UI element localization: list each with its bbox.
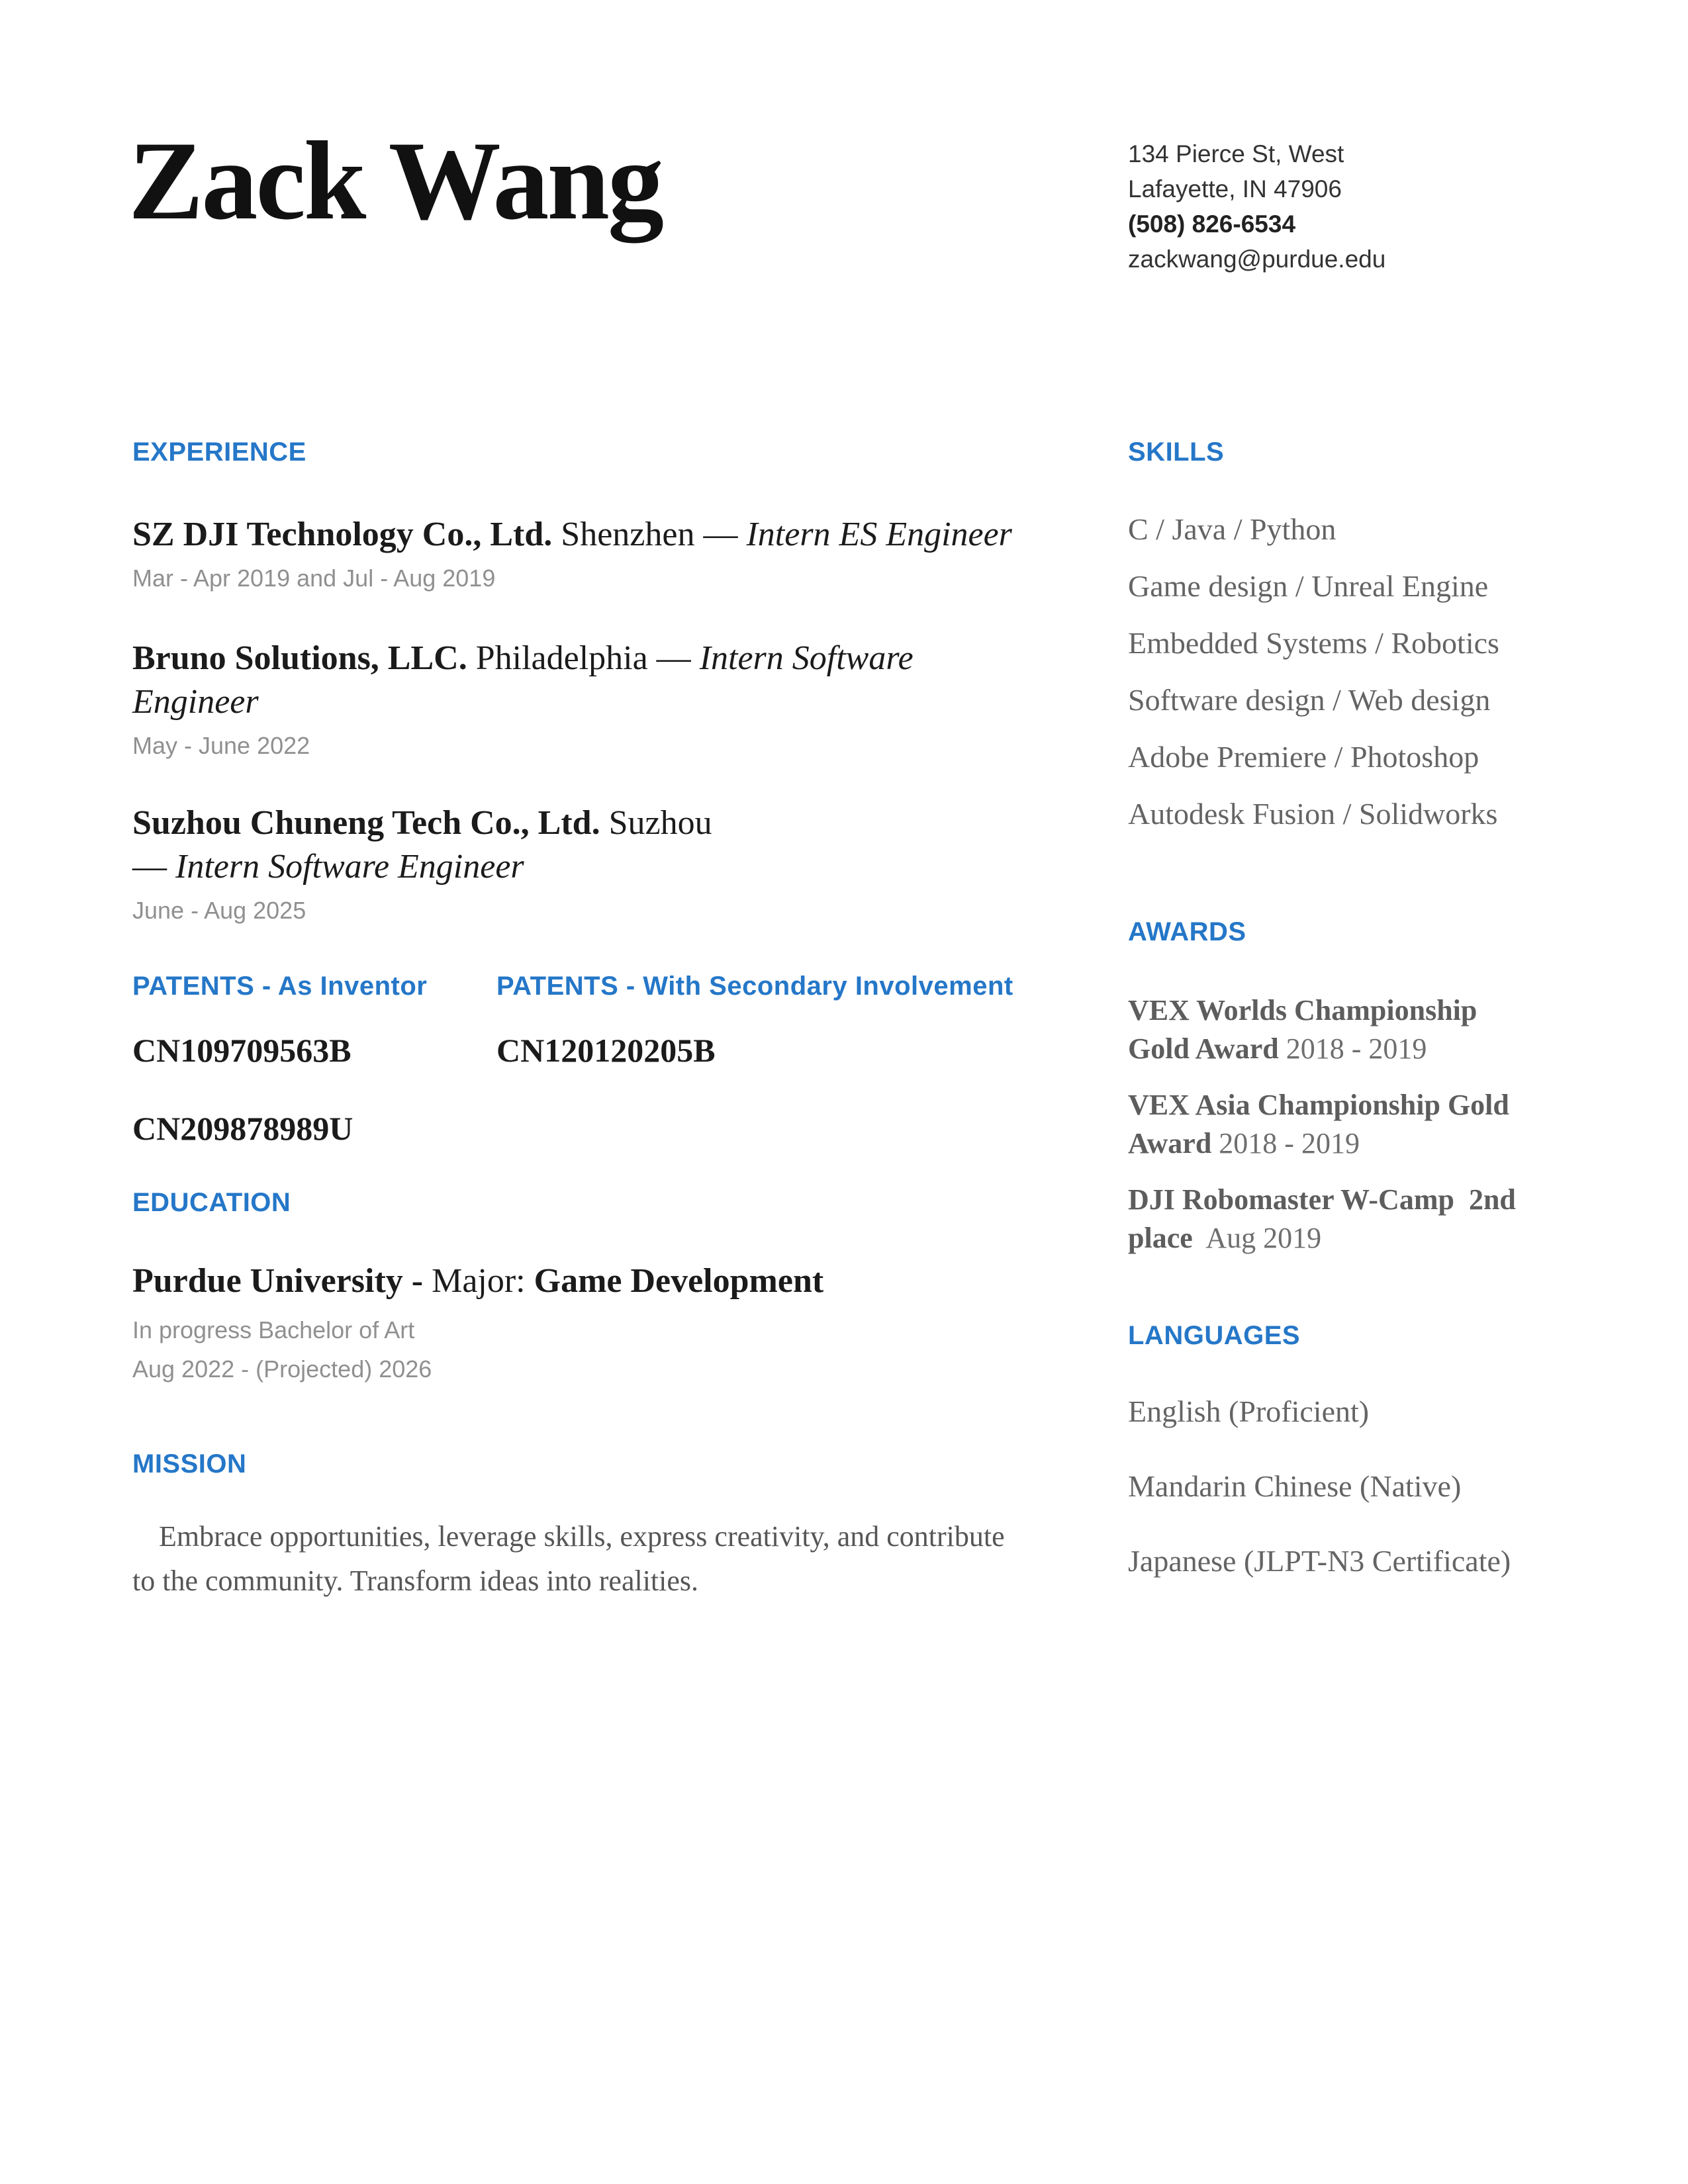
- experience-entry-title: [132, 801, 1072, 845]
- skill-item: Software design / Web design: [1128, 683, 1491, 717]
- language-item: Mandarin Chinese (Native): [1128, 1469, 1462, 1503]
- award-item: [1128, 1086, 1565, 1163]
- award-name: DJI Robomaster W-Camp 2nd: [1128, 1183, 1516, 1216]
- section-skills: [1128, 439, 1552, 856]
- company-name: Suzhou Chuneng Tech Co., Ltd.: [132, 804, 600, 842]
- section-mission: [132, 1451, 1099, 1603]
- contact-address-line2: Lafayette, IN 47906: [1128, 175, 1342, 203]
- company-name: Bruno Solutions, LLC.: [132, 639, 467, 677]
- award-item: [1128, 991, 1565, 1068]
- skill-item: Adobe Premiere / Photoshop: [1128, 740, 1479, 774]
- education-degree: In progress Bachelor of Art: [132, 1316, 415, 1343]
- award-date: 2018 - 2019: [1211, 1127, 1360, 1160]
- patents-secondary-heading: PATENTS - With Secondary Involvement: [496, 972, 1013, 1001]
- major-label: Major:: [432, 1262, 534, 1300]
- experience-entry-date: June - Aug 2025: [132, 897, 306, 924]
- award-line2: [1128, 1030, 1565, 1068]
- contact-email: zackwang@purdue.edu: [1128, 246, 1386, 273]
- experience-entry-date: May - June 2022: [132, 732, 310, 759]
- experience-entry-chuneng: [132, 801, 1072, 924]
- role-title: Intern Software Engineer: [175, 848, 524, 886]
- award-line2: [1128, 1124, 1565, 1163]
- patent-number: CN209878989U: [132, 1110, 353, 1147]
- role-title: Intern ES Engineer: [746, 516, 1012, 553]
- award-date: Aug 2019: [1192, 1222, 1322, 1254]
- experience-heading: EXPERIENCE: [132, 437, 306, 467]
- award-name: Award: [1128, 1127, 1212, 1160]
- skill-item: C / Java / Python: [1128, 512, 1336, 546]
- patent-number: CN120120205B: [496, 1032, 716, 1069]
- major-name: Game Development: [534, 1262, 824, 1300]
- awards-heading: AWARDS: [1128, 917, 1246, 946]
- education-heading: EDUCATION: [132, 1188, 291, 1217]
- language-item: English (Proficient): [1128, 1394, 1370, 1428]
- skill-item: Game design / Unreal Engine: [1128, 569, 1489, 603]
- company-location: Shenzhen —: [552, 516, 747, 553]
- language-item: Japanese (JLPT-N3 Certificate): [1128, 1544, 1511, 1578]
- patents-secondary-column: [496, 973, 1072, 1145]
- award-line2: [1128, 1219, 1565, 1257]
- education-dates: Aug 2022 - (Projected) 2026: [132, 1355, 432, 1383]
- mission-text-line2: to the community. Transform ideas into realities.: [132, 1565, 699, 1597]
- school-name: Purdue University -: [132, 1262, 432, 1300]
- experience-entry-dji: [132, 513, 1072, 592]
- award-line1: [1128, 1086, 1565, 1124]
- company-name: SZ DJI Technology Co., Ltd.: [132, 516, 553, 553]
- skill-item: Embedded Systems / Robotics: [1128, 626, 1499, 660]
- patent-number: CN109709563B: [132, 1032, 352, 1069]
- mission-text-line1: Embrace opportunities, leverage skills, express creativity, and contribute: [159, 1520, 1005, 1553]
- contact-block: [1128, 136, 1385, 277]
- section-awards: [1128, 919, 1565, 1275]
- award-name: place: [1128, 1222, 1193, 1254]
- company-location: Suzhou: [600, 804, 712, 842]
- patents-inventor-heading: PATENTS - As Inventor: [132, 972, 428, 1001]
- contact-address-line1: 134 Pierce St, West: [1128, 140, 1344, 167]
- section-education: [132, 1189, 1072, 1383]
- section-patents: [132, 973, 1072, 1145]
- award-name: Gold Award: [1128, 1032, 1279, 1065]
- award-item: [1128, 1181, 1565, 1257]
- experience-entry-title: [132, 637, 1072, 680]
- award-line1: [1128, 991, 1565, 1030]
- contact-phone: (508) 826-6534: [1128, 210, 1296, 238]
- patents-inventor-column: [132, 973, 496, 1145]
- award-name: VEX Worlds Championship: [1128, 994, 1477, 1026]
- experience-entry-title: [132, 513, 1072, 557]
- dash: —: [132, 848, 175, 886]
- award-date: 2018 - 2019: [1278, 1032, 1427, 1065]
- experience-entry-date: Mar - Apr 2019 and Jul - Aug 2019: [132, 565, 496, 592]
- page-title: Zack Wang: [128, 118, 662, 243]
- award-name: VEX Asia Championship Gold: [1128, 1089, 1509, 1121]
- experience-entry-title-line2: [132, 845, 1072, 889]
- languages-heading: LANGUAGES: [1128, 1321, 1301, 1350]
- experience-entry-bruno: [132, 637, 1072, 759]
- mission-heading: MISSION: [132, 1449, 247, 1479]
- experience-entry-title-line2: [132, 680, 1072, 724]
- section-languages: [1128, 1322, 1552, 1621]
- award-line1: [1128, 1181, 1565, 1219]
- skills-heading: SKILLS: [1128, 437, 1225, 467]
- company-location: Philadelphia —: [467, 639, 700, 677]
- role-title: Intern Software: [699, 639, 914, 677]
- education-title: [132, 1259, 1072, 1303]
- role-title: Engineer: [132, 683, 259, 721]
- section-experience: [132, 439, 1072, 924]
- skill-item: Autodesk Fusion / Solidworks: [1128, 797, 1498, 831]
